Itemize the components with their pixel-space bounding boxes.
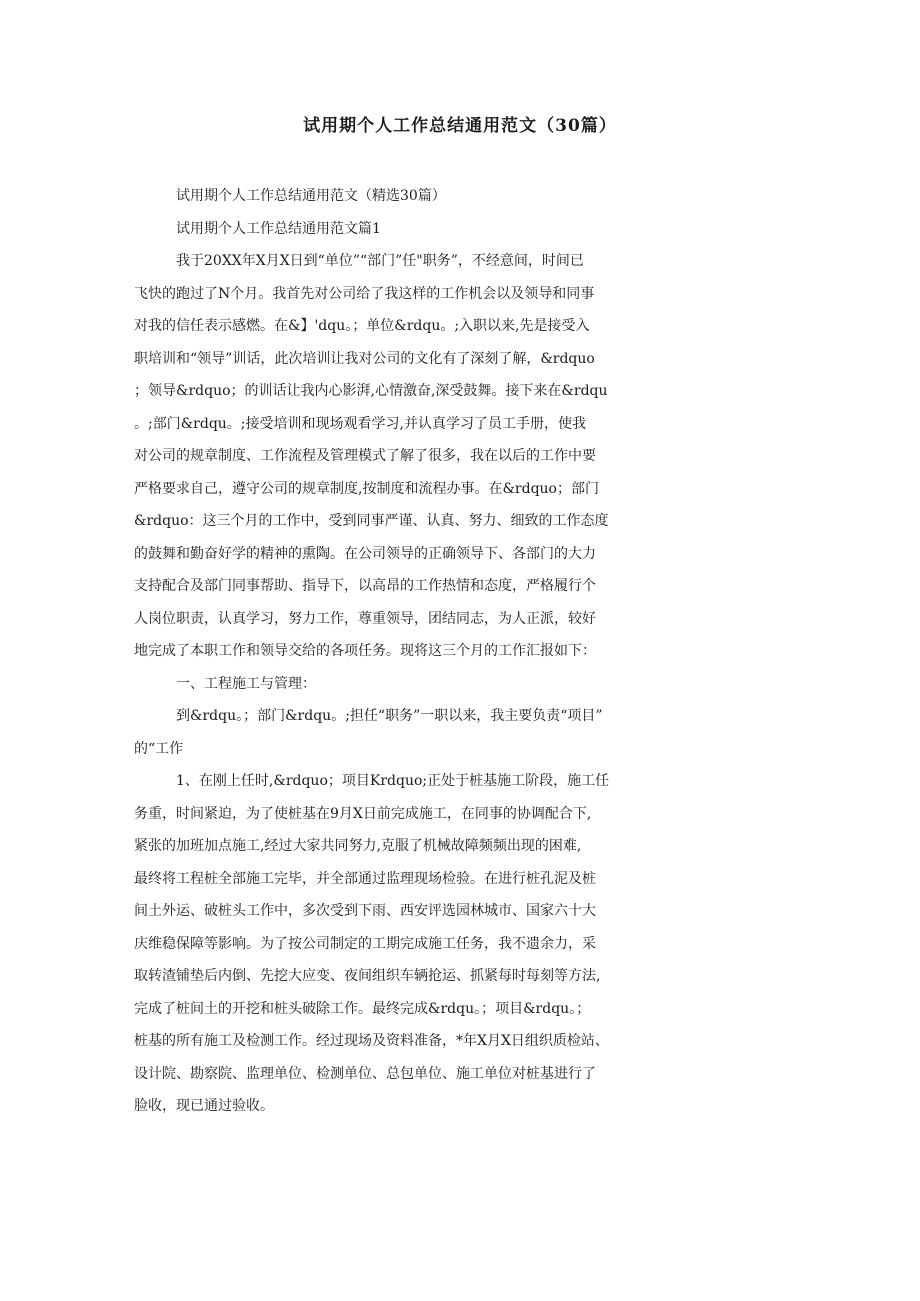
paragraph-line: 务重，时间紧迫，为了使桩基在9月X日前完成施工，在同事的协调配合下, <box>134 805 592 822</box>
paragraph-line: 脸收，现已通过验收。 <box>134 1098 274 1114</box>
paragraph-line: 最终将工程桩全部施工完毕，并全部通过监理现场检验。在进行桩孔泥及桩 <box>134 870 596 887</box>
paragraph-line: 到&rdqu。；部门&rdqu。;担任“职务”一职以来，我主要负责“项目” <box>176 708 603 724</box>
section-heading: 试用期个人工作总结通用范文篇1 <box>176 220 381 237</box>
document-title: 试用期个人工作总结通用范文（30篇） <box>303 116 617 136</box>
paragraph-line: 支持配合及部门同事帮助、指导下，以高昂的工作热情和态度，严格履行个 <box>134 578 596 594</box>
paragraph-line: 桩基的所有施工及检测工作。经过现场及资料准备，*年X月X日组织质检站、 <box>134 1033 609 1049</box>
paragraph-line: 的“工作 <box>134 740 184 757</box>
paragraph-line: 设计院、勘察院、监理单位、检测单位、总包单位、施工单位对桩基进行了 <box>134 1065 596 1082</box>
paragraph-line: 职培训和“领导”训话，此次培训让我对公司的文化有了深刻了解，&rdquo <box>134 350 595 367</box>
paragraph-line: 完成了桩间土的开挖和桩头破除工作。最终完成&rdqu。；项目&rdqu。； <box>134 1000 591 1017</box>
paragraph-line: 地完成了本职工作和领导交给的各项任务。现将这三个月的工作汇报如下： <box>134 643 596 659</box>
paragraph-line: 飞快的跑过了N个月。我首先对公司给了我这样的工作机会以及领导和同事 <box>134 285 595 302</box>
paragraph-line: 紧张的加班加点施工,经过大家共同努力,克服了机械故障频频出现的困难, <box>134 838 582 854</box>
paragraph-line: 间土外运、破桩头工作中，多次受到下雨、西安评选园林城市、国家六十大 <box>134 903 596 919</box>
paragraph-line: &rdquo：这三个月的工作中，受到同事严谨、认真、努力、细致的工作态度 <box>134 513 609 529</box>
paragraph-line: 庆维稳保障等影响。为了按公司制定的工期完成施工任务，我不遗余力，采 <box>134 935 596 952</box>
paragraph-line: ；领导&rdquo；的训话让我内心影湃,心情激奋,深受鼓舞。接下来在&rdqu <box>134 383 608 399</box>
paragraph-line: 。;部门&rdqu。;接受培训和现场观看学习,并认真学习了员工手册，使我 <box>134 415 586 432</box>
paragraph-line: 对我的信任表示感燃。在&】'dqu。；单位&rdqu。;入职以来,先是接受入 <box>134 318 590 334</box>
subtitle-line: 试用期个人工作总结通用范文（精选30篇） <box>176 188 446 204</box>
paragraph-line: 我于20XX年X月X日到“单位”“部门”任"职务”，不经意间，时间已 <box>176 253 584 269</box>
paragraph-line: 人岗位职责，认真学习，努力工作，尊重领导，团结同志，为人正派，较好 <box>134 610 596 627</box>
paragraph-line: 严格要求自己，遵守公司的规章制度,按制度和流程办事。在&rdquo；部门 <box>134 480 599 497</box>
paragraph-line: 对公司的规章制度、工作流程及管理模式了解了很多，我在以后的工作中要 <box>134 448 596 464</box>
paragraph-line: 的鼓舞和勤奋好学的精神的熏陶。在公司领导的正确领导下、各部门的大力 <box>134 545 596 562</box>
paragraph-line: 1、在刚上任时,&rdquo；项目Krdquo;正处于桩基施工阶段，施工任 <box>176 773 610 789</box>
paragraph-line: 取转渣铺垫后内倒、先挖大应变、夜间组织车辆抢运、抓紧每时每刻等方法, <box>134 968 601 984</box>
section-heading: 一、工程施工与管理： <box>176 675 316 692</box>
